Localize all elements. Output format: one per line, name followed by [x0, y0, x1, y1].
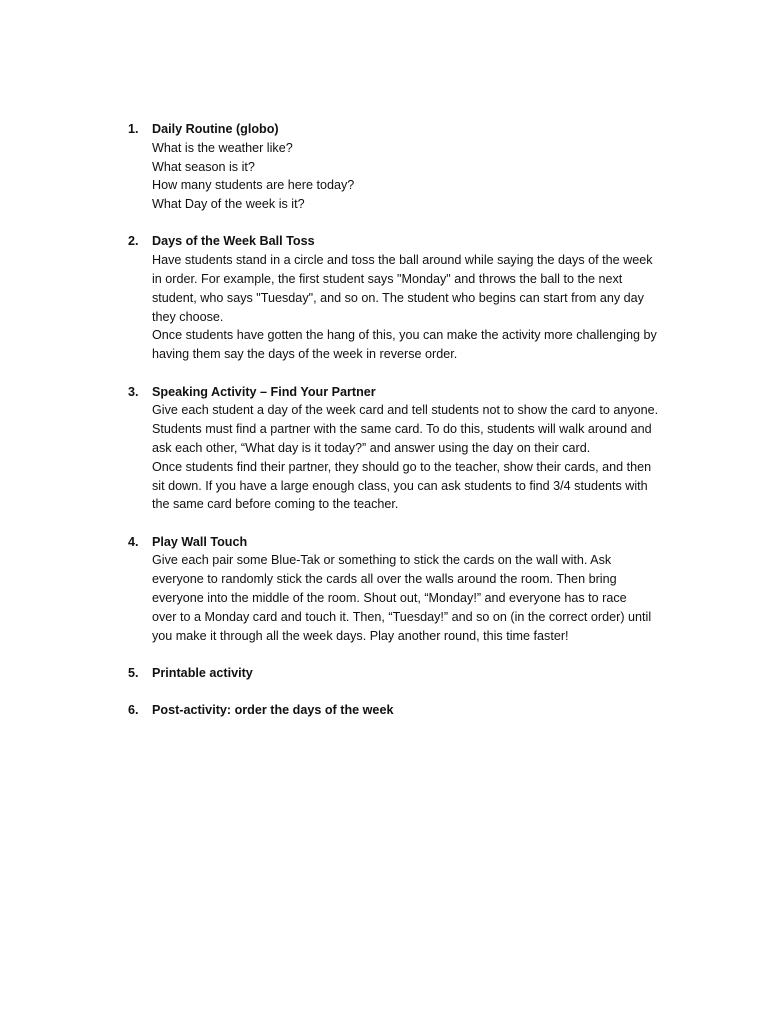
item-number: 3.: [128, 384, 139, 399]
activity-list: [128, 120, 668, 739]
item-title: Play Wall Touch: [152, 534, 248, 549]
list-item: [128, 120, 668, 214]
item-text: What is the weather like?: [152, 140, 293, 155]
item-text: Give each pair some Blue-Tak or something to stick the cards on the wall with. Ask: [152, 553, 612, 568]
item-title: Post-activity: order the days of the week: [152, 703, 394, 718]
item-title: Days of the Week Ball Toss: [152, 234, 315, 249]
item-title: Speaking Activity – Find Your Partner: [152, 384, 376, 399]
item-text: everyone into the middle of the room. Shout out, “Monday!” and everyone has to race: [152, 591, 627, 606]
item-text: Have students stand in a circle and toss the ball around while saying the days of the week: [152, 253, 653, 268]
item-number: 6.: [128, 703, 139, 718]
item-text: in order. For example, the first student says "Monday" and throws the ball to the next: [152, 272, 623, 287]
item-text: the same card before coming to the teacher.: [152, 497, 399, 512]
list-item: [128, 664, 668, 683]
item-number: 5.: [128, 665, 139, 680]
list-item: [128, 701, 668, 720]
item-title: Daily Routine (globo): [152, 122, 279, 136]
item-title: Printable activity: [152, 665, 253, 680]
item-text: having them say the days of the week in reverse order.: [152, 347, 458, 362]
item-number: 1.: [128, 122, 139, 136]
item-text: Students must find a partner with the same card. To do this, students will walk around and: [152, 422, 652, 437]
item-text: you make it through all the week days. Play another round, this time faster!: [152, 628, 569, 643]
item-text: What season is it?: [152, 159, 255, 174]
item-text: sit down. If you have a large enough class, you can ask students to find 3/4 students with: [152, 478, 648, 493]
item-text: ask each other, “What day is it today?” and answer using the day on their card.: [152, 440, 591, 455]
item-text: How many students are here today?: [152, 178, 355, 193]
item-text: over to a Monday card and touch it. Then, “Tuesday!” and so on (in the correct order) until: [152, 609, 652, 624]
item-number: 4.: [128, 534, 139, 549]
item-text: What Day of the week is it?: [152, 197, 305, 212]
item-text: student, who says "Tuesday", and so on. The student who begins can start from any day: [152, 290, 644, 305]
item-text: Give each student a day of the week card and tell students not to show the card to anyone.: [152, 403, 659, 418]
list-item: [128, 533, 668, 646]
item-text: everyone to randomly stick the cards all over the walls around the room. Then bring: [152, 572, 617, 587]
item-text: they choose.: [152, 309, 224, 324]
item-text: Once students find their partner, they should go to the teacher, show their cards, and then: [152, 459, 652, 474]
item-number: 2.: [128, 234, 139, 249]
list-item: [128, 383, 668, 515]
item-text: Once students have gotten the hang of this, you can make the activity more challenging by: [152, 328, 657, 343]
list-item: [128, 232, 668, 364]
